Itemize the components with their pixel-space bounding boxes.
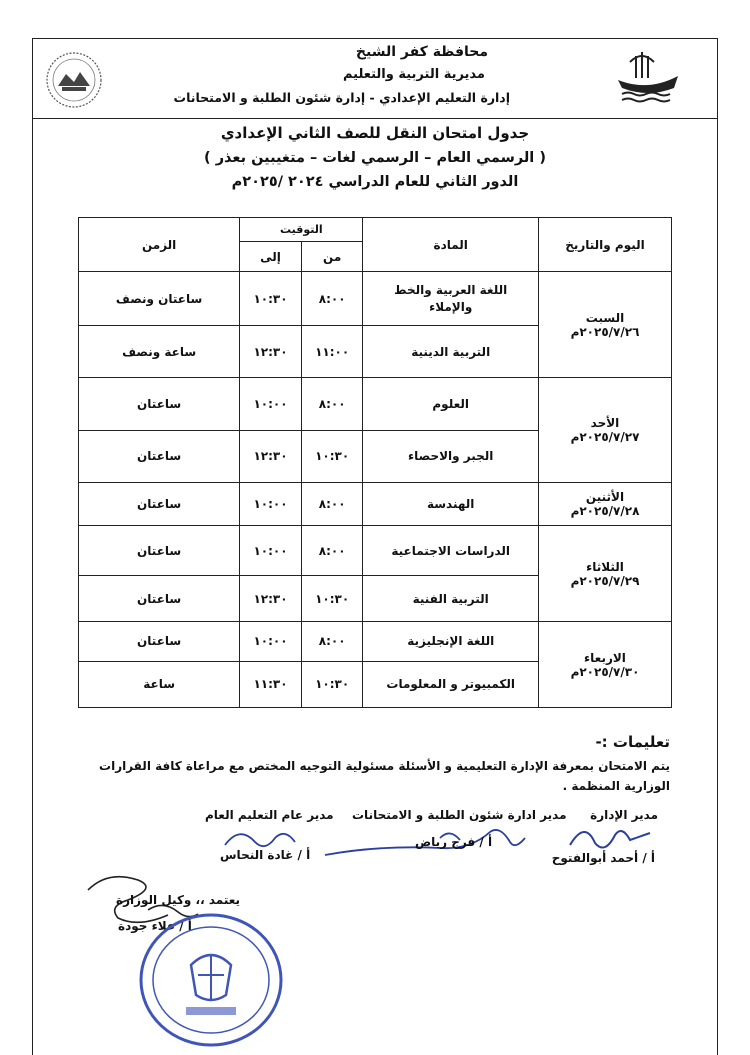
subject-cell: الكمبيوتر و المعلومات bbox=[363, 661, 539, 707]
day-date: ٢٠٢٥/٧/٢٨م bbox=[570, 504, 640, 519]
header-timing: التوقيت bbox=[240, 218, 363, 242]
general-director-title: مدير عام التعليم العام bbox=[205, 808, 334, 822]
governorate-name: محافظة كفر الشيخ bbox=[355, 44, 488, 60]
from-cell: ٨:٠٠ bbox=[301, 272, 363, 325]
from-cell: ١٠:٣٠ bbox=[301, 661, 363, 707]
day-name: الأثنين bbox=[585, 490, 625, 505]
general-director-name: أ / غادة النحاس bbox=[220, 848, 311, 862]
header-day-date: اليوم والتاريخ bbox=[538, 218, 671, 272]
approval-label: يعتمد ،، وكيل الوزارة bbox=[116, 893, 241, 907]
directorate-logo bbox=[44, 50, 104, 110]
subject-cell: الجبر والاحصاء bbox=[363, 430, 539, 482]
header-duration: الزمن bbox=[79, 218, 240, 272]
affairs-director-name: أ / فرج رياض bbox=[415, 835, 493, 849]
to-cell: ١٢:٣٠ bbox=[240, 430, 302, 482]
duration-cell: ساعة bbox=[79, 661, 240, 707]
header-to: إلى bbox=[240, 242, 302, 272]
duration-cell: ساعتان bbox=[79, 483, 240, 526]
subject-cell: الهندسة bbox=[363, 483, 539, 526]
instructions-heading: تعليمات :- bbox=[595, 733, 670, 751]
from-cell: ١١:٠٠ bbox=[301, 325, 363, 377]
day-name: الثلاثاء bbox=[586, 559, 624, 574]
to-cell: ١٠:٠٠ bbox=[240, 622, 302, 661]
instructions-body: يتم الامتحان بمعرفة الإدارة التعليمية و الأسئلة مسئولية التوجيه المختص مع مراعاة كافة القرارات الوزارية المنظمة . bbox=[99, 759, 670, 793]
duration-cell: ساعتان bbox=[79, 378, 240, 430]
to-cell: ١٠:٠٠ bbox=[240, 526, 302, 575]
document-term: الدور الثاني للعام الدراسي ٢٠٢٤ /٢٠٢٥م bbox=[231, 174, 519, 190]
day-cell bbox=[538, 378, 671, 483]
header-from: من bbox=[301, 242, 363, 272]
duration-cell: ساعتان bbox=[79, 575, 240, 621]
subject-cell: التربية الدينية bbox=[363, 325, 539, 377]
subject-cell: العلوم bbox=[363, 378, 539, 430]
admin-director-name: أ / أحمد أبوالفتوح bbox=[551, 851, 655, 865]
to-cell: ١٢:٣٠ bbox=[240, 575, 302, 621]
exam-schedule-table bbox=[78, 217, 672, 708]
day-date: ٢٠٢٥/٧/٢٩م bbox=[570, 573, 640, 588]
to-cell: ١٠:٠٠ bbox=[240, 378, 302, 430]
department-name: إدارة التعليم الإعدادي - إدارة شئون الطلبة و الامتحانات bbox=[173, 90, 510, 105]
duration-cell: ساعتان bbox=[79, 622, 240, 661]
table-header-row bbox=[79, 218, 672, 242]
day-name: الأحد bbox=[590, 416, 620, 431]
table-row bbox=[79, 378, 672, 430]
to-cell: ١٢:٣٠ bbox=[240, 325, 302, 377]
subject-cell: التربية الفنية bbox=[363, 575, 539, 621]
day-date: ٢٠٢٥/٧/٢٧م bbox=[570, 430, 640, 445]
approval-name: أ / علاء جودة bbox=[118, 919, 192, 933]
day-name: الاربعاء bbox=[584, 650, 626, 665]
table-row bbox=[79, 526, 672, 575]
document-title: جدول امتحان النقل للصف الثاني الإعدادي bbox=[220, 124, 530, 142]
governorate-logo bbox=[616, 48, 680, 106]
from-cell: ١٠:٣٠ bbox=[301, 575, 363, 621]
table-row bbox=[79, 622, 672, 661]
official-stamp bbox=[136, 910, 286, 1050]
from-cell: ٨:٠٠ bbox=[301, 622, 363, 661]
affairs-director-title: مدير ادارة شئون الطلبة و الامتحانات bbox=[352, 808, 567, 822]
day-cell bbox=[538, 272, 671, 378]
to-cell: ١٠:٠٠ bbox=[240, 483, 302, 526]
from-cell: ٨:٠٠ bbox=[301, 526, 363, 575]
header-subject: المادة bbox=[363, 218, 539, 272]
duration-cell: ساعتان bbox=[79, 430, 240, 482]
from-cell: ٨:٠٠ bbox=[301, 378, 363, 430]
day-name: السبت bbox=[585, 310, 625, 325]
day-date: ٢٠٢٥/٧/٣٠م bbox=[570, 664, 640, 679]
table-row bbox=[79, 483, 672, 526]
admin-director-title: مدير الإدارة bbox=[590, 808, 658, 822]
day-cell bbox=[538, 622, 671, 708]
duration-cell: ساعتان ونصف bbox=[79, 272, 240, 325]
subject-cell: اللغة العربية والخط والإملاء bbox=[363, 272, 539, 325]
header-divider bbox=[32, 118, 718, 119]
to-cell: ١١:٣٠ bbox=[240, 661, 302, 707]
to-cell: ١٠:٣٠ bbox=[240, 272, 302, 325]
duration-cell: ساعتان bbox=[79, 526, 240, 575]
day-cell bbox=[538, 526, 671, 622]
directorate-name: مديرية التربية والتعليم bbox=[342, 67, 485, 82]
subject-cell: اللغة الإنجليزية bbox=[363, 622, 539, 661]
table-row bbox=[79, 272, 672, 325]
duration-cell: ساعة ونصف bbox=[79, 325, 240, 377]
document-subtitle: ( الرسمي العام – الرسمي لغات – متغيبين بعذر ) bbox=[204, 150, 546, 166]
from-cell: ١٠:٣٠ bbox=[301, 430, 363, 482]
day-cell bbox=[538, 483, 671, 526]
from-cell: ٨:٠٠ bbox=[301, 483, 363, 526]
day-date: ٢٠٢٥/٧/٢٦م bbox=[570, 324, 640, 339]
subject-cell: الدراسات الاجتماعية bbox=[363, 526, 539, 575]
